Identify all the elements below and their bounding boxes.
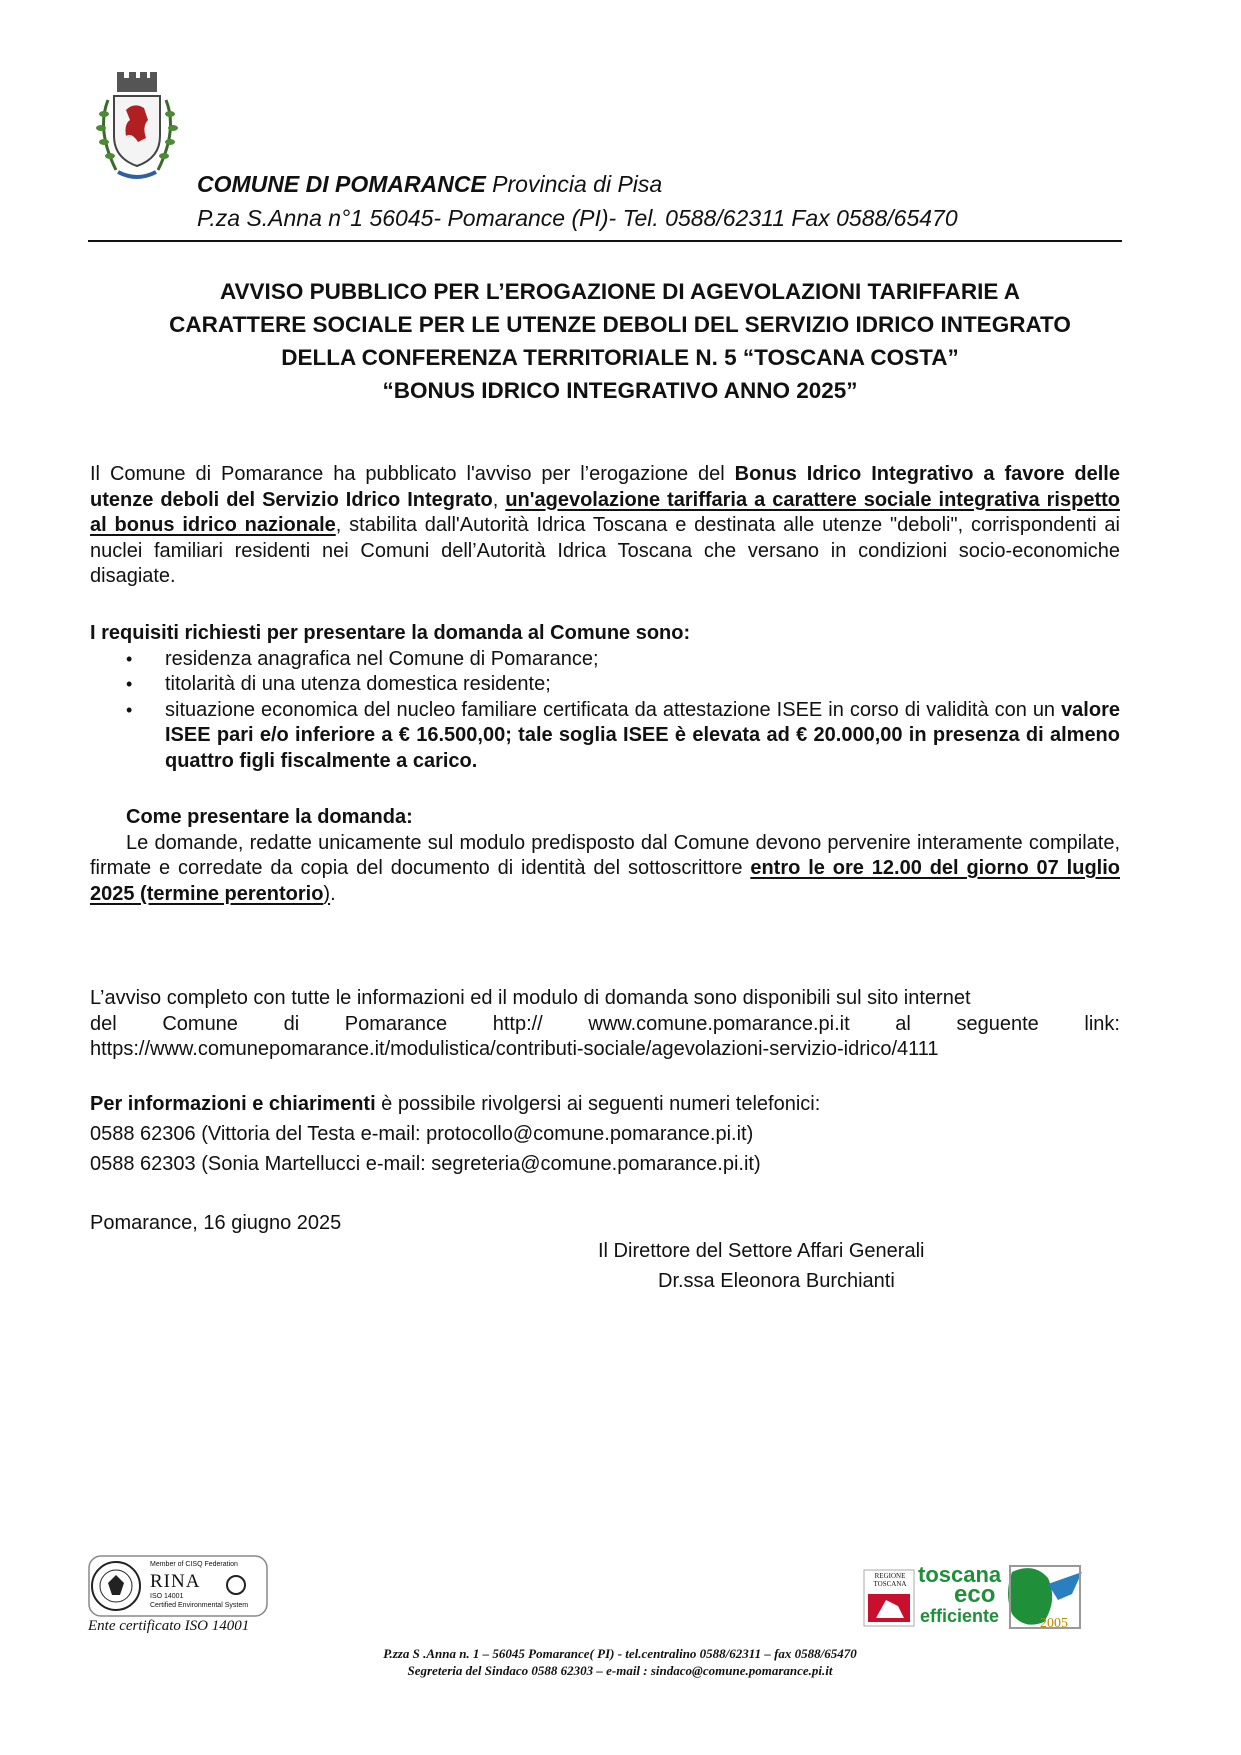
rina-iso: ISO 14001 <box>150 1593 184 1600</box>
footer-secretary: Segreteria del Sindaco 0588 62303 – e-mail : sindaco@comune.pomarance.pi.it <box>407 1663 833 1678</box>
contacts-heading <box>90 1089 1120 1119</box>
eco-word-eco: eco <box>954 1581 996 1608</box>
contact-1: 0588 62306 (Vittoria del Testa e-mail: protocollo@comune.pomarance.pi.it) <box>90 1123 754 1145</box>
requirements-heading: I requisiti richiesti per presentare la domanda al Comune sono: <box>90 622 691 644</box>
info-link[interactable]: https://www.comunepomarance.it/modulistica/contributi-sociale/agevolazioni-servizio-idrico/4111 <box>90 1038 939 1060</box>
contacts-heading-bold: Per informazioni e chiarimenti <box>90 1093 376 1115</box>
list-item <box>90 672 1120 698</box>
eco-region-label: REGIONE TOSCANA <box>873 1572 907 1588</box>
title-line-2: CARATTERE SOCIALE PER LE UTENZE DEBOLI DEL SERVIZIO IDRICO INTEGRATO <box>169 312 1071 337</box>
intro-underlined: un'agevolazione tariffaria a carattere sociale integrativa rispetto al bonus idrico nazionale <box>90 488 1120 536</box>
title-line-3: DELLA CONFERENZA TERRITORIALE N. 5 “TOSCANA COSTA” <box>281 345 959 370</box>
intro-paragraph <box>90 462 1120 590</box>
deadline-text: entro le ore 12.00 del giorno 07 luglio 2025 (termine perentorio <box>90 857 1120 905</box>
how-to-end: . <box>330 882 336 905</box>
header-divider <box>88 240 1122 242</box>
requirement-3-bold: valore ISEE pari e/o inferiore a € 16.500,00; tale soglia ISEE è elevata ad € 20.000,00 in presenza di almeno quattro figli fiscalmente a carico. <box>165 698 1120 772</box>
footer-address: P.zza S .Anna n. 1 – 56045 Pomarance( PI) - tel.centralino 0588/62311 – fax 0588/65470 <box>383 1646 857 1661</box>
eco-word-efficiente: efficiente <box>920 1606 1000 1626</box>
header-address: P.za S.Anna n°1 56045- Pomarance (PI)- Tel. 0588/62311 Fax 0588/65470 <box>197 205 958 231</box>
requirement-1: residenza anagrafica nel Comune di Pomarance; <box>165 647 599 670</box>
how-to-section <box>90 805 1120 907</box>
rina-cert: Certified Environmental System <box>150 1602 249 1609</box>
deadline-close: ) <box>323 882 331 905</box>
contacts-section <box>90 1089 1120 1179</box>
contact-2: 0588 62303 (Sonia Martellucci e-mail: segreteria@comune.pomarance.pi.it) <box>90 1153 761 1175</box>
notice-title <box>60 275 1180 407</box>
info-line-2: del Comune di Pomarance http:// www.comune.pomarance.pi.it al seguente link: <box>90 1012 1120 1035</box>
eco-year: 2005 <box>1040 1616 1068 1631</box>
eco-word-toscana: toscana <box>918 1562 1002 1587</box>
org-province: Provincia di Pisa <box>492 171 663 197</box>
requirements-section <box>90 621 1120 774</box>
how-to-heading: Come presentare la domanda: <box>126 806 413 828</box>
requirements-list <box>90 647 1120 775</box>
requirement-2: titolarità di una utenza domestica residente; <box>165 673 551 695</box>
info-section <box>90 986 1120 1063</box>
iso-certified-text: Ente certificato ISO 14001 <box>88 1618 250 1634</box>
requirement-3-text: situazione economica del nucleo familiare certificata da attestazione ISEE in corso di validità con un <box>165 698 1062 721</box>
rina-label: RINA <box>150 1571 201 1592</box>
org-name: COMUNE DI POMARANCE <box>197 171 486 197</box>
how-to-text <box>90 831 1120 908</box>
info-line-1: L’avviso completo con tutte le informazioni ed il modulo di domanda sono disponibili sul sito internet <box>90 987 971 1009</box>
municipality-crest-icon <box>88 70 186 188</box>
signature-role: Il Direttore del Settore Affari Generali <box>598 1240 925 1262</box>
intro-comma: , <box>492 488 506 511</box>
toscana-eco-efficiente-logo <box>862 1560 1102 1632</box>
contacts-heading-rest: è possibile rivolgersi ai seguenti numeri telefonici: <box>375 1093 821 1115</box>
intro-bold: Bonus Idrico Integrativo a favore delle utenze deboli del Servizio Idrico Integrato <box>90 463 1120 511</box>
list-item <box>90 698 1120 775</box>
title-line-1: AVVISO PUBBLICO PER L’EROGAZIONE DI AGEVOLAZIONI TARIFFARIE A <box>219 279 1021 304</box>
place-date: Pomarance, 16 giugno 2025 <box>90 1212 342 1234</box>
how-to-body: Le domande, redatte unicamente sul modulo predisposto dal Comune devono pervenire interamente compilate, firmate e corredate da copia del documento di identità del sottoscrittore <box>90 831 1120 879</box>
rina-small-text: Member of CISQ Federation <box>150 1561 238 1568</box>
header-org-line <box>197 171 662 198</box>
signature-name: Dr.ssa Eleonora Burchianti <box>658 1270 895 1292</box>
intro-text-end: , stabilita dall'Autorità Idrica Toscana e destinata alle utenze "deboli", corrispondenti ai nuclei familiari residenti nei Comuni dell’Autorità Idrica Toscana che versano in condizioni socio-economiche disagiate. <box>90 514 1120 587</box>
list-item <box>90 647 1120 673</box>
title-line-4: “BONUS IDRICO INTEGRATIVO ANNO 2025” <box>382 378 858 403</box>
intro-text-start: Il Comune di Pomarance ha pubblicato l'avviso per l’erogazione del <box>90 463 735 485</box>
rina-certification-logo <box>88 1555 268 1617</box>
